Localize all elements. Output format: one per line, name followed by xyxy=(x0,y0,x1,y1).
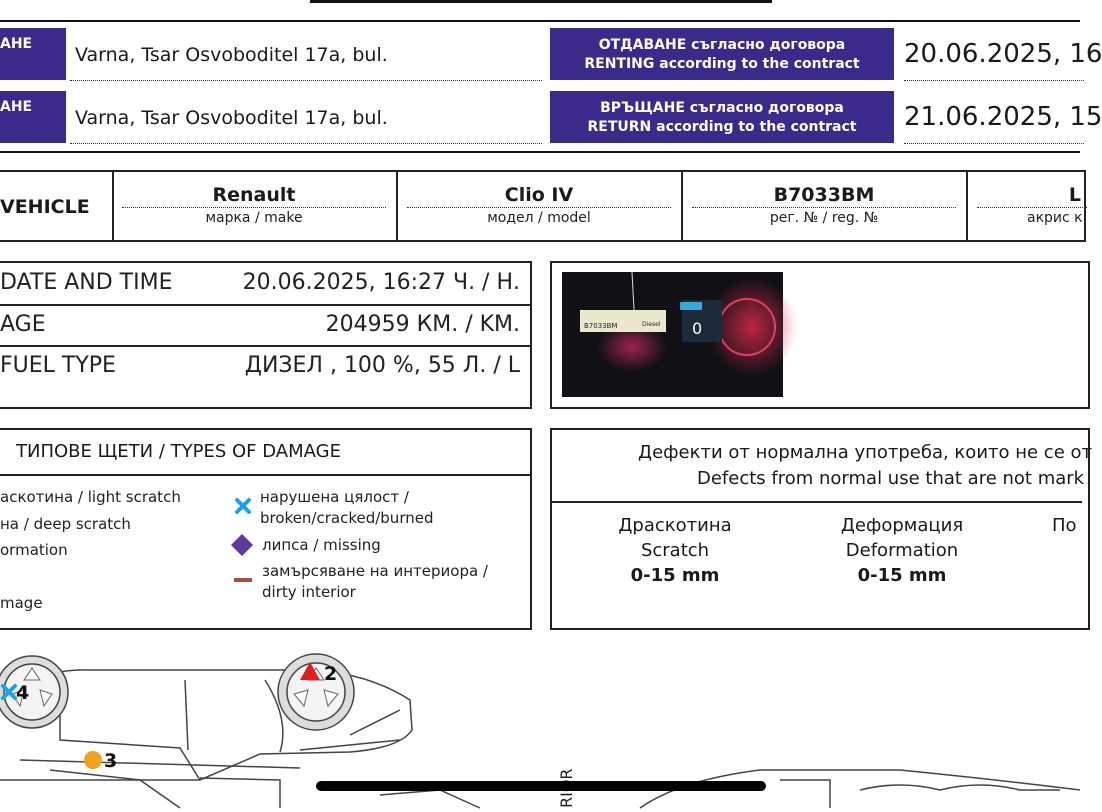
marker-label: 4 xyxy=(16,682,30,704)
defect-item: Деформация Deformation 0-15 mm xyxy=(840,515,964,586)
return-address: Varna, Tsar Osvoboditel 17a, bul. xyxy=(70,91,542,144)
damage-type-left: на / deep scratch xyxy=(0,515,131,533)
home-indicator[interactable] xyxy=(316,781,766,791)
renting-label: ОТДАВАНЕ съгласно договора RENTING according to the contract xyxy=(550,28,894,80)
return-datetime: 21.06.2025, 15 xyxy=(904,91,1084,144)
location-prefix: АНЕ xyxy=(0,28,66,80)
divider xyxy=(0,20,1080,22)
vehicle-label: VEHICLE xyxy=(0,196,90,218)
dashboard-photo xyxy=(562,272,783,397)
marker-label: 2 xyxy=(324,663,338,685)
vdivider xyxy=(396,170,398,242)
top-rule xyxy=(310,0,772,3)
defects-line: Дефекти от нормална употреба, които не се от xyxy=(638,442,1092,463)
details-divider xyxy=(0,345,530,347)
damage-types-divider xyxy=(0,474,530,476)
divider xyxy=(0,151,1080,153)
vdivider xyxy=(112,170,114,242)
damage-type-left: аскотина / light scratch xyxy=(0,488,181,506)
defects-divider xyxy=(552,501,1082,503)
svg-text:0: 0 xyxy=(692,319,703,338)
marker-circle-icon xyxy=(84,751,102,769)
damage-type-label: замърсяване на интериора / xyxy=(262,562,488,580)
vehicle-model: Clio IV модел / model xyxy=(407,184,671,226)
detail-value: 20.06.2025, 16:27 Ч. / Н. xyxy=(242,270,520,295)
vehicle-reg: B7033BM рег. № / reg. № xyxy=(692,184,956,226)
damage-type-left: mage xyxy=(0,594,43,612)
diamond-icon xyxy=(230,533,254,561)
photo-fuel-text: Diesel xyxy=(642,321,661,328)
damage-types-title: ТИПОВЕ ЩЕТИ / TYPES OF DAMAGE xyxy=(16,441,341,462)
defect-item: По xyxy=(1052,515,1077,536)
damage-type-label: нарушена цялост / xyxy=(260,488,409,506)
detail-value: ДИЗЕЛ , 100 %, 55 Л. / L xyxy=(244,353,520,378)
damage-type-label: липса / missing xyxy=(262,536,381,554)
detail-value: 204959 КМ. / KM. xyxy=(325,312,520,337)
photo-plate-text: B7033BM xyxy=(584,322,618,330)
vehicle-extra: L акрис к xyxy=(977,184,1087,226)
return-label: ВРЪЩАНЕ съгласно договора RETURN according to the contract xyxy=(550,91,894,143)
damage-type-label: broken/cracked/burned xyxy=(260,509,434,527)
vdivider xyxy=(681,170,683,242)
detail-label: FUEL TYPE xyxy=(0,353,116,378)
vdivider xyxy=(966,170,968,242)
marker-label: 3 xyxy=(104,750,118,772)
detail-label: AGE xyxy=(0,312,46,337)
defects-line: Defects from normal use that are not mark xyxy=(697,468,1085,489)
renting-address: Varna, Tsar Osvoboditel 17a, bul. xyxy=(70,28,542,81)
location-prefix: АНЕ xyxy=(0,91,66,143)
dash-icon xyxy=(234,578,252,582)
defect-item: Драскотина Scratch 0-15 mm xyxy=(618,515,732,586)
damage-type-left: ormation xyxy=(0,541,68,559)
x-icon xyxy=(233,496,253,520)
detail-label: DATE AND TIME xyxy=(0,270,173,295)
vehicle-make: Renault марка / make xyxy=(122,184,386,226)
renting-datetime: 20.06.2025, 16 xyxy=(904,28,1084,81)
damage-type-label: dirty interior xyxy=(262,583,356,601)
details-divider xyxy=(0,304,530,306)
